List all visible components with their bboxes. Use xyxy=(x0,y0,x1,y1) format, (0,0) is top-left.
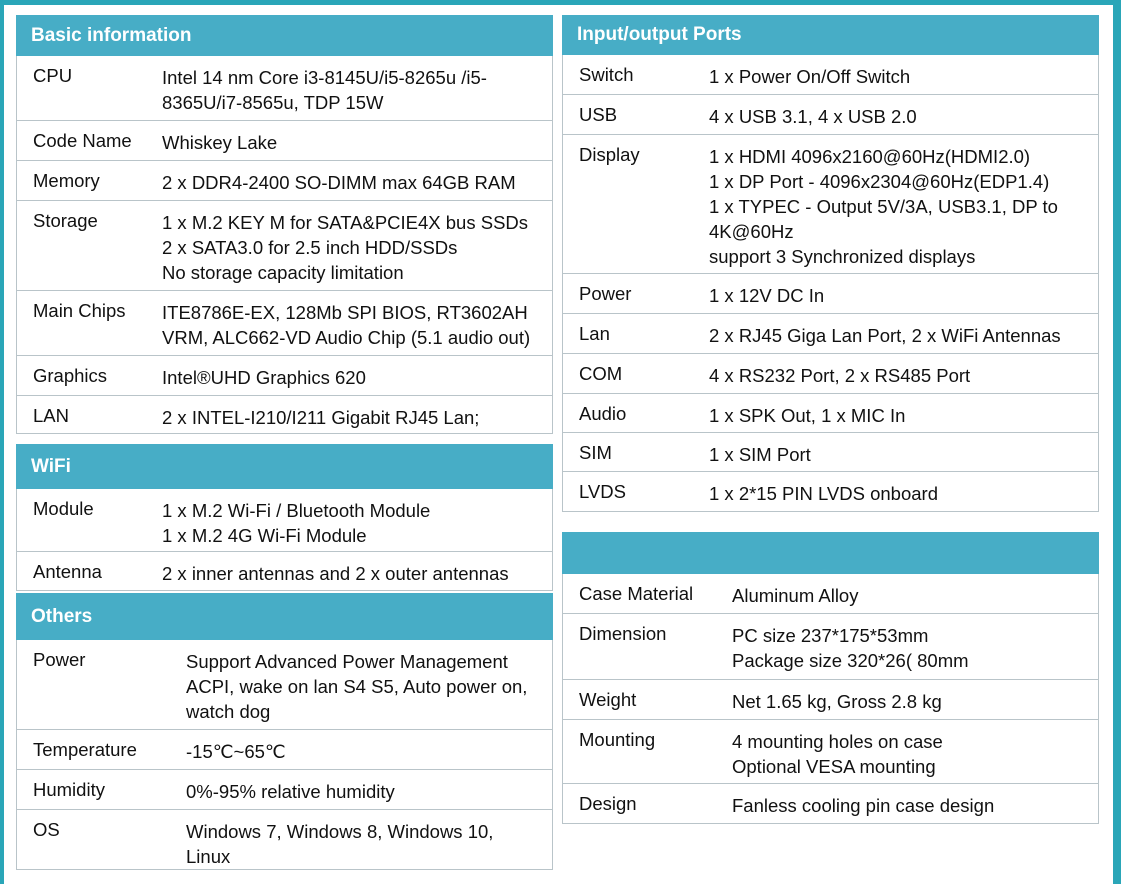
spec-value-line: Aluminum Alloy xyxy=(732,585,859,606)
spec-value xyxy=(732,729,943,779)
spec-label: Audio xyxy=(579,403,627,424)
spec-value-line: Whiskey Lake xyxy=(162,132,278,153)
spec-value xyxy=(186,649,527,724)
spec-value-line: Windows 7, Windows 8, Windows 10, xyxy=(186,821,494,842)
spec-value-line: 8365U/i7-8565u, TDP 15W xyxy=(162,92,384,113)
frame-left-border xyxy=(0,0,4,884)
spec-value-line: 4 x USB 3.1, 4 x USB 2.0 xyxy=(709,106,917,127)
spec-label: Code Name xyxy=(33,130,132,151)
io-spec-row xyxy=(562,55,1099,95)
spec-label: Main Chips xyxy=(33,300,126,321)
spec-value-line: VRM, ALC662-VD Audio Chip (5.1 audio out) xyxy=(162,327,531,348)
spec-value-line: 1 x SPK Out, 1 x MIC In xyxy=(709,405,906,426)
basic-spec-row xyxy=(16,121,553,161)
io-spec-row xyxy=(562,95,1099,135)
spec-label: Lan xyxy=(579,323,610,344)
spec-value xyxy=(162,130,277,155)
spec-value xyxy=(709,283,824,308)
spec-label: CPU xyxy=(33,65,73,86)
spec-value-line: 1 x M.2 4G Wi-Fi Module xyxy=(162,525,367,546)
basic-information-panel xyxy=(16,15,553,434)
spec-value xyxy=(709,481,938,506)
others-spec-row xyxy=(16,770,553,810)
spec-value xyxy=(186,819,493,869)
spec-label: Storage xyxy=(33,210,98,231)
spec-value xyxy=(162,365,366,390)
spec-label: SIM xyxy=(579,442,612,463)
spec-value-line: Linux xyxy=(186,846,231,867)
basic-spec-row xyxy=(16,396,553,434)
spec-value xyxy=(162,210,528,285)
spec-value-line: 4 x RS232 Port, 2 x RS485 Port xyxy=(709,365,971,386)
spec-value xyxy=(709,144,1058,269)
spec-label: Dimension xyxy=(579,623,667,644)
spec-value-line: 4K@60Hz xyxy=(709,221,794,242)
spec-label: Power xyxy=(33,649,86,670)
others-spec-row xyxy=(16,640,553,730)
spec-value xyxy=(162,300,530,350)
spec-value xyxy=(162,561,509,586)
wifi-spec-row xyxy=(16,552,553,591)
wifi-panel xyxy=(16,444,553,591)
spec-label: COM xyxy=(579,363,623,384)
spec-value-line: ITE8786E-EX, 128Mb SPI BIOS, RT3602AH xyxy=(162,302,528,323)
spec-value-line: Support Advanced Power Management xyxy=(186,651,508,672)
spec-value-line: 1 x TYPEC - Output 5V/3A, USB3.1, DP to xyxy=(709,196,1058,217)
io-spec-row xyxy=(562,354,1099,394)
spec-value xyxy=(732,623,969,673)
spec-value xyxy=(162,65,487,115)
spec-label: Weight xyxy=(579,689,637,710)
spec-label: Humidity xyxy=(33,779,105,800)
others-spec-row xyxy=(16,810,553,870)
io-section-header: Input/output Ports xyxy=(562,15,1099,55)
io-spec-row xyxy=(562,274,1099,314)
spec-value-line: ACPI, wake on lan S4 S5, Auto power on, xyxy=(186,676,528,697)
frame-right-border xyxy=(1113,0,1121,884)
spec-value xyxy=(732,689,942,714)
spec-value xyxy=(162,170,516,195)
spec-value-line: 2 x inner antennas and 2 x outer antennas xyxy=(162,563,509,584)
spec-label: LAN xyxy=(33,405,69,426)
spec-value-line: Intel 14 nm Core i3-8145U/i5-8265u /i5- xyxy=(162,67,487,88)
spec-value xyxy=(186,739,286,764)
spec-value-line: 0%-95% relative humidity xyxy=(186,781,395,802)
spec-label: Mounting xyxy=(579,729,656,750)
case-spec-row xyxy=(562,574,1099,614)
others-panel xyxy=(16,593,553,870)
case-section-header xyxy=(562,532,1099,574)
spec-value-line: -15℃~65℃ xyxy=(186,741,286,762)
spec-value xyxy=(709,64,910,89)
basic-spec-row xyxy=(16,291,553,356)
spec-value-line: 1 x SIM Port xyxy=(709,444,811,465)
spec-value-line: Package size 320*26( 80mm xyxy=(732,650,969,671)
io-spec-row xyxy=(562,394,1099,433)
spec-label: Switch xyxy=(579,64,634,85)
spec-value-line: support 3 Synchronized displays xyxy=(709,246,976,267)
basic-spec-row xyxy=(16,56,553,121)
spec-value-line: 1 x M.2 KEY M for SATA&PCIE4X bus SSDs xyxy=(162,212,529,233)
spec-value-line: No storage capacity limitation xyxy=(162,262,404,283)
case-spec-row xyxy=(562,784,1099,824)
spec-value-line: PC size 237*175*53mm xyxy=(732,625,929,646)
spec-value-line: 2 x SATA3.0 for 2.5 inch HDD/SSDs xyxy=(162,237,458,258)
basic-spec-row xyxy=(16,201,553,291)
spec-value-line: 1 x M.2 Wi-Fi / Bluetooth Module xyxy=(162,500,431,521)
spec-label: Graphics xyxy=(33,365,108,386)
spec-label: Memory xyxy=(33,170,100,191)
case-spec-row xyxy=(562,614,1099,680)
spec-label: LVDS xyxy=(579,481,626,502)
basic-spec-row xyxy=(16,356,553,396)
spec-value xyxy=(186,779,395,804)
spec-label: Antenna xyxy=(33,561,102,582)
spec-value xyxy=(709,323,1061,348)
spec-value-line: Optional VESA mounting xyxy=(732,756,936,777)
frame-top-border xyxy=(0,0,1121,5)
spec-label: Temperature xyxy=(33,739,137,760)
spec-value-line: 1 x DP Port - 4096x2304@60Hz(EDP1.4) xyxy=(709,171,1050,192)
case-panel xyxy=(562,532,1099,824)
spec-value xyxy=(732,583,858,608)
case-spec-row xyxy=(562,680,1099,720)
spec-value xyxy=(709,363,970,388)
io-spec-row xyxy=(562,314,1099,354)
basic-section-header: Basic information xyxy=(16,15,553,56)
others-section-header: Others xyxy=(16,593,553,640)
spec-value-line: Net 1.65 kg, Gross 2.8 kg xyxy=(732,691,942,712)
spec-value-line: 1 x 12V DC In xyxy=(709,285,825,306)
wifi-spec-row xyxy=(16,489,553,552)
spec-value-line: 1 x Power On/Off Switch xyxy=(709,66,911,87)
io-spec-row xyxy=(562,135,1099,274)
spec-value-line: 2 x DDR4-2400 SO-DIMM max 64GB RAM xyxy=(162,172,516,193)
spec-value-line: 4 mounting holes on case xyxy=(732,731,943,752)
spec-label: USB xyxy=(579,104,618,125)
spec-value-line: 1 x 2*15 PIN LVDS onboard xyxy=(709,483,938,504)
io-spec-row xyxy=(562,433,1099,472)
spec-label: Module xyxy=(33,498,94,519)
spec-value xyxy=(732,793,994,818)
spec-value xyxy=(709,104,917,129)
spec-label: Design xyxy=(579,793,637,814)
spec-value xyxy=(162,405,479,430)
basic-spec-row xyxy=(16,161,553,201)
io-ports-panel xyxy=(562,15,1099,512)
spec-value-line: Fanless cooling pin case design xyxy=(732,795,995,816)
io-spec-row xyxy=(562,472,1099,512)
wifi-section-header: WiFi xyxy=(16,444,553,489)
spec-label: Display xyxy=(579,144,640,165)
others-spec-row xyxy=(16,730,553,770)
spec-value xyxy=(162,498,430,548)
spec-value-line: 2 x INTEL-I210/I211 Gigabit RJ45 Lan; xyxy=(162,407,480,428)
spec-label: Power xyxy=(579,283,632,304)
spec-value-line: Intel®UHD Graphics 620 xyxy=(162,367,366,388)
case-spec-row xyxy=(562,720,1099,784)
spec-value-line: 2 x RJ45 Giga Lan Port, 2 x WiFi Antennas xyxy=(709,325,1061,346)
spec-value xyxy=(709,442,811,467)
spec-value xyxy=(709,403,905,428)
spec-value-line: watch dog xyxy=(186,701,271,722)
spec-value-line: 1 x HDMI 4096x2160@60Hz(HDMI2.0) xyxy=(709,146,1031,167)
spec-label: Case Material xyxy=(579,583,694,604)
spec-label: OS xyxy=(33,819,60,840)
